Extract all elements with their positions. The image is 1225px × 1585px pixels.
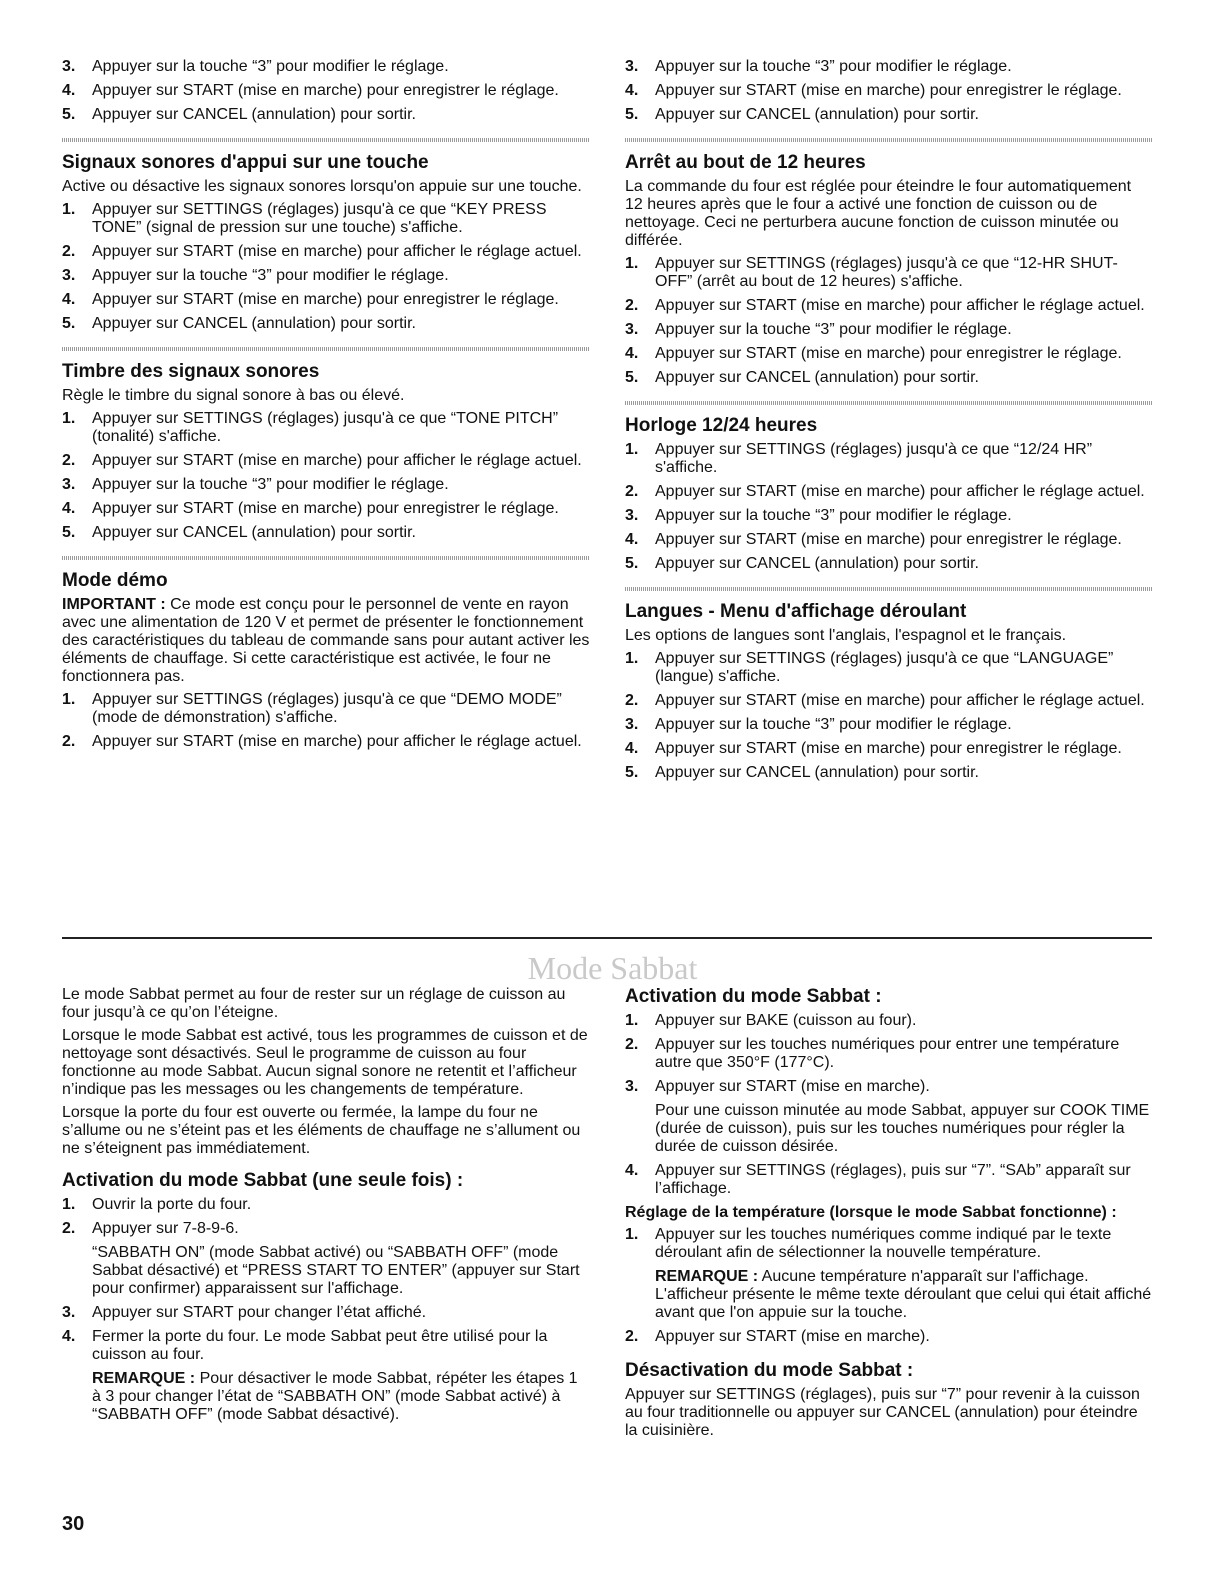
step-text: Appuyer sur CANCEL (annulation) pour sortir. (92, 524, 416, 541)
step-item: 1. Appuyer sur les touches numériques comme indiqué par le texte déroulant afin de sélectionner la nouvelle température. (625, 1226, 1153, 1262)
step-text: Appuyer sur SETTINGS (réglages) jusqu'à ce que “12-HR SHUT-OFF” (arrêt au bout de 12 heures) s'affiche. (655, 255, 1118, 290)
step-item (62, 500, 590, 518)
section-divider (62, 138, 590, 142)
paragraph: Appuyer sur SETTINGS (réglages), puis sur “7” pour revenir à la cuisson au four traditionnelle ou appuyer sur CANCEL (annulation) pour éteindre la cuisinière. (625, 1386, 1140, 1439)
step-item (625, 369, 1153, 387)
step-text: Appuyer sur START (mise en marche) pour enregistrer le réglage. (92, 500, 559, 517)
step-text: Appuyer sur CANCEL (annulation) pour sortir. (92, 315, 416, 332)
paragraph: Lorsque le mode Sabbat est activé, tous les programmes de cuisson et de nettoyage sont désactivés. Seul le programme de cuisson au four fonctionne au mode Sabbat. Aucun signal sonore ne retentit et l’afficheur n’indique pas les messages ou les changements de température. (62, 1027, 588, 1098)
step-text: Appuyer sur START (mise en marche). (655, 1078, 930, 1095)
step-text: Appuyer sur SETTINGS (réglages) jusqu'à ce que “TONE PITCH” (tonalité) s'affiche. (92, 410, 559, 445)
important-text: Ce mode est conçu pour le personnel de vente en rayon avec une alimentation de 120 V et permet de présenter le fonctionnement des caractéristiques du tableau de commande sans pour autant activer les éléments de chauffage. Si cette caractéristique est activée, le four ne fonctionnera pas. (62, 596, 590, 685)
step-item (62, 267, 590, 285)
step-item (62, 243, 590, 261)
step-number: 3. (625, 507, 639, 524)
step-text: Appuyer sur CANCEL (annulation) pour sortir. (655, 764, 979, 781)
step-number: 5. (625, 764, 639, 781)
step-number: 5. (625, 555, 639, 572)
section-heading: Signaux sonores d'appui sur une touche (62, 152, 429, 173)
step-number: 2. (62, 243, 76, 260)
remark-note (655, 1268, 1153, 1322)
section-intro: Règle le timbre du signal sonore à bas ou élevé. (62, 387, 405, 404)
step-number: 1. (62, 201, 76, 218)
section-divider (625, 401, 1153, 405)
step-item (625, 441, 1153, 477)
step-number: 1. (625, 255, 639, 272)
step-item (625, 650, 1153, 686)
step-text: Fermer la porte du four. Le mode Sabbat peut être utilisé pour la cuisson au four. (92, 1328, 548, 1363)
steps-list (62, 201, 590, 333)
step-text: Appuyer sur 7-8-9-6. (92, 1220, 239, 1237)
step-text: Appuyer sur les touches numériques pour entrer une température autre que 350°F (177°C). (655, 1036, 1120, 1071)
step-text: Appuyer sur CANCEL (annulation) pour sortir. (655, 555, 979, 572)
step-item (625, 692, 1153, 710)
right-column (625, 58, 1153, 788)
step-number: 4. (62, 82, 76, 99)
step-number: 1. (625, 650, 639, 667)
step-text: Appuyer sur la touche “3” pour modifier le réglage. (655, 716, 1012, 733)
step-item (62, 106, 590, 124)
step-number: 3. (625, 321, 639, 338)
step-item (625, 255, 1153, 291)
step-number: 4. (625, 740, 639, 757)
section-intro: Les options de langues sont l'anglais, l'espagnol et le français. (625, 627, 1067, 644)
step-text: Appuyer sur START (mise en marche) pour afficher le réglage actuel. (92, 243, 582, 260)
section-title: Mode Sabbat (527, 950, 698, 986)
subsection-heading: Réglage de la température (lorsque le mode Sabbat fonctionne) : (625, 1204, 1117, 1221)
step-text: Appuyer sur START (mise en marche) pour enregistrer le réglage. (655, 531, 1122, 548)
step-item (62, 58, 590, 76)
section-divider (625, 587, 1153, 591)
step-item (62, 410, 590, 446)
important-label: IMPORTANT : (62, 596, 166, 613)
step-item (625, 740, 1153, 758)
step-item (625, 58, 1153, 76)
section-heading: Arrêt au bout de 12 heures (625, 152, 866, 173)
step-item (625, 507, 1153, 525)
step-text: Appuyer sur START (mise en marche) pour afficher le réglage actuel. (655, 297, 1145, 314)
step-number: 5. (62, 106, 76, 123)
section-heading: Activation du mode Sabbat (une seule fois) : (62, 1170, 464, 1191)
step-text: Appuyer sur START (mise en marche) pour enregistrer le réglage. (92, 82, 559, 99)
section-heading: Langues - Menu d'affichage déroulant (625, 601, 967, 622)
step-number: 3. (62, 267, 76, 284)
step-item: 3. Appuyer sur START pour changer l’état affiché. (62, 1304, 590, 1322)
section-divider (625, 138, 1153, 142)
step-item (62, 733, 590, 751)
step-text: Appuyer sur la touche “3” pour modifier le réglage. (655, 507, 1012, 524)
step-number: 3. (625, 716, 639, 733)
step-text: Appuyer sur START (mise en marche) pour afficher le réglage actuel. (92, 733, 582, 750)
step-item (62, 524, 590, 542)
step-number: 1. (625, 441, 639, 458)
step-item (62, 201, 590, 237)
step-item (625, 82, 1153, 100)
step-number: 1. (62, 691, 76, 708)
step-item (62, 291, 590, 309)
section-heading: Horloge 12/24 heures (625, 415, 818, 436)
step-number: 3. (62, 476, 76, 493)
step-number: 5. (62, 315, 76, 332)
step-item: 2. Appuyer sur 7-8-9-6. (62, 1220, 590, 1238)
section-heading: Désactivation du mode Sabbat : (625, 1360, 914, 1381)
steps-list (625, 441, 1153, 573)
step-item (62, 691, 590, 727)
step-item (625, 345, 1153, 363)
step-item (62, 476, 590, 494)
step-item (625, 716, 1153, 734)
section-intro: Active ou désactive les signaux sonores lorsqu'on appuie sur une touche. (62, 178, 582, 195)
step-text: Appuyer sur la touche “3” pour modifier le réglage. (655, 58, 1012, 75)
step-item (625, 555, 1153, 573)
step-item (62, 315, 590, 333)
step-text: Ouvrir la porte du four. (92, 1196, 252, 1213)
step-text: Appuyer sur les touches numériques comme indiqué par le texte déroulant afin de sélectionner la nouvelle température. (655, 1226, 1112, 1261)
step-text: Appuyer sur CANCEL (annulation) pour sortir. (655, 369, 979, 386)
step-item: 4. Appuyer sur SETTINGS (réglages), puis sur “7”. “SAb” apparaît sur l’affichage. (625, 1162, 1153, 1198)
step-number: 5. (62, 524, 76, 541)
step-text: Appuyer sur la touche “3” pour modifier le réglage. (92, 476, 449, 493)
step-item (625, 764, 1153, 782)
step-item (625, 321, 1153, 339)
step-note: Pour une cuisson minutée au mode Sabbat, appuyer sur COOK TIME (durée de cuisson), puis sur les touches numériques pour régler la durée de cuisson désirée. (655, 1102, 1150, 1155)
step-item: 3. Appuyer sur START (mise en marche). (625, 1078, 1153, 1096)
section-heading: Timbre des signaux sonores (62, 361, 320, 382)
steps-list (625, 650, 1153, 782)
step-text: Appuyer sur START (mise en marche) pour afficher le réglage actuel. (92, 452, 582, 469)
step-number: 2. (62, 452, 76, 469)
step-number: 2. (625, 692, 639, 709)
step-text: Appuyer sur START (mise en marche) pour enregistrer le réglage. (92, 291, 559, 308)
page-number: 30 (62, 1513, 85, 1535)
left-column (62, 58, 590, 757)
step-item (625, 531, 1153, 549)
steps-list (62, 410, 590, 542)
step-number: 5. (625, 106, 639, 123)
sabbath-right-column (625, 986, 1153, 1445)
remark-text: Aucune température n'apparaît sur l'affichage. L'afficheur présente le même texte déroulant que celui qui était affiché avant que l'on appuie sur la touche. (655, 1268, 1152, 1321)
step-text: Appuyer sur START pour changer l’état affiché. (92, 1304, 427, 1321)
section-divider (62, 347, 590, 351)
step-item (625, 483, 1153, 501)
step-text: Appuyer sur CANCEL (annulation) pour sortir. (655, 106, 979, 123)
step-text: Appuyer sur la touche “3” pour modifier le réglage. (92, 267, 449, 284)
step-text: Appuyer sur SETTINGS (réglages) jusqu'à ce que “DEMO MODE” (mode de démonstration) s'affiche. (92, 691, 562, 726)
paragraph: Le mode Sabbat permet au four de rester sur un réglage de cuisson au four jusqu’à ce qu’on l’éteigne. (62, 986, 566, 1021)
step-text: Appuyer sur la touche “3” pour modifier le réglage. (92, 58, 449, 75)
step-text: Appuyer sur SETTINGS (réglages) jusqu'à ce que “LANGUAGE” (langue) s'affiche. (655, 650, 1114, 685)
section-heading: Mode démo (62, 570, 168, 591)
steps-list (62, 691, 590, 751)
step-number: 2. (625, 483, 639, 500)
step-text: Appuyer sur START (mise en marche) pour afficher le réglage actuel. (655, 483, 1145, 500)
step-item (625, 297, 1153, 315)
remark-label: REMARQUE : (655, 1268, 759, 1285)
step-item (625, 106, 1153, 124)
step-number: 4. (625, 82, 639, 99)
step-text: Appuyer sur START (mise en marche). (655, 1328, 930, 1345)
step-text: Appuyer sur START (mise en marche) pour afficher le réglage actuel. (655, 692, 1145, 709)
sabbath-left-column (62, 986, 590, 1430)
step-number: 2. (62, 733, 76, 750)
section-heading: Activation du mode Sabbat : (625, 986, 882, 1007)
step-number: 2. (625, 297, 639, 314)
important-note (62, 596, 590, 686)
step-text: Appuyer sur CANCEL (annulation) pour sortir. (92, 106, 416, 123)
step-text: Appuyer sur START (mise en marche) pour enregistrer le réglage. (655, 345, 1122, 362)
step-number: 1. (62, 410, 76, 427)
step-item (62, 82, 590, 100)
step-number: 4. (62, 291, 76, 308)
step-text: Appuyer sur START (mise en marche) pour enregistrer le réglage. (655, 82, 1122, 99)
step-text: Appuyer sur SETTINGS (réglages) jusqu'à ce que “KEY PRESS TONE” (signal de pression sur une touche) s'affiche. (92, 201, 547, 236)
top-steps-list (625, 58, 1153, 124)
step-item: 4. Fermer la porte du four. Le mode Sabbat peut être utilisé pour la cuisson au four. (62, 1328, 590, 1364)
step-number: 4. (62, 500, 76, 517)
step-text: Appuyer sur START (mise en marche) pour enregistrer le réglage. (655, 740, 1122, 757)
step-text: Appuyer sur SETTINGS (réglages), puis sur “7”. “SAb” apparaît sur l’affichage. (655, 1162, 1131, 1197)
step-number: 5. (625, 369, 639, 386)
step-text: Appuyer sur la touche “3” pour modifier le réglage. (655, 321, 1012, 338)
step-item: 1. Ouvrir la porte du four. (62, 1196, 590, 1214)
section-intro: La commande du four est réglée pour éteindre le four automatiquement 12 heures après que le four a activé une fonction de cuisson ou de nettoyage. Ceci ne perturbera aucune fonction de cuisson minutée ou différée. (625, 178, 1132, 249)
step-number: 4. (625, 345, 639, 362)
step-number: 4. (625, 531, 639, 548)
remark-text: Pour désactiver le mode Sabbat, répéter les étapes 1 à 3 pour changer l’état de “SABBATH ON” (mode Sabbat activé) à “SABBATH OFF” (mode Sabbat désactivé). (92, 1370, 578, 1423)
step-text: Appuyer sur SETTINGS (réglages) jusqu'à ce que “12/24 HR” s'affiche. (655, 441, 1093, 476)
paragraph: Lorsque la porte du four est ouverte ou fermée, la lampe du four ne s’allume ou ne s’éteint pas et les éléments de chauffage ne s’allument ou ne s’éteignent pas immédiatement. (62, 1104, 581, 1157)
step-note: “SABBATH ON” (mode Sabbat activé) ou “SABBATH OFF” (mode Sabbat désactivé) et “PRESS START TO ENTER” (appuyer sur Start pour confirmer) apparaissent sur l'affichage. (92, 1244, 580, 1297)
horizontal-rule (62, 937, 1152, 939)
section-divider (62, 556, 590, 560)
step-item: 2. Appuyer sur les touches numériques pour entrer une température autre que 350°F (177°C). (625, 1036, 1153, 1072)
remark-label: REMARQUE : (92, 1370, 196, 1387)
step-number: 3. (62, 58, 76, 75)
step-number: 3. (625, 58, 639, 75)
top-steps-list (62, 58, 590, 124)
step-item: 2. Appuyer sur START (mise en marche). (625, 1328, 1153, 1346)
step-item (62, 452, 590, 470)
remark-note (92, 1370, 590, 1424)
step-text: Appuyer sur BAKE (cuisson au four). (655, 1012, 917, 1029)
step-item: 1. Appuyer sur BAKE (cuisson au four). (625, 1012, 1153, 1030)
steps-list (625, 255, 1153, 387)
